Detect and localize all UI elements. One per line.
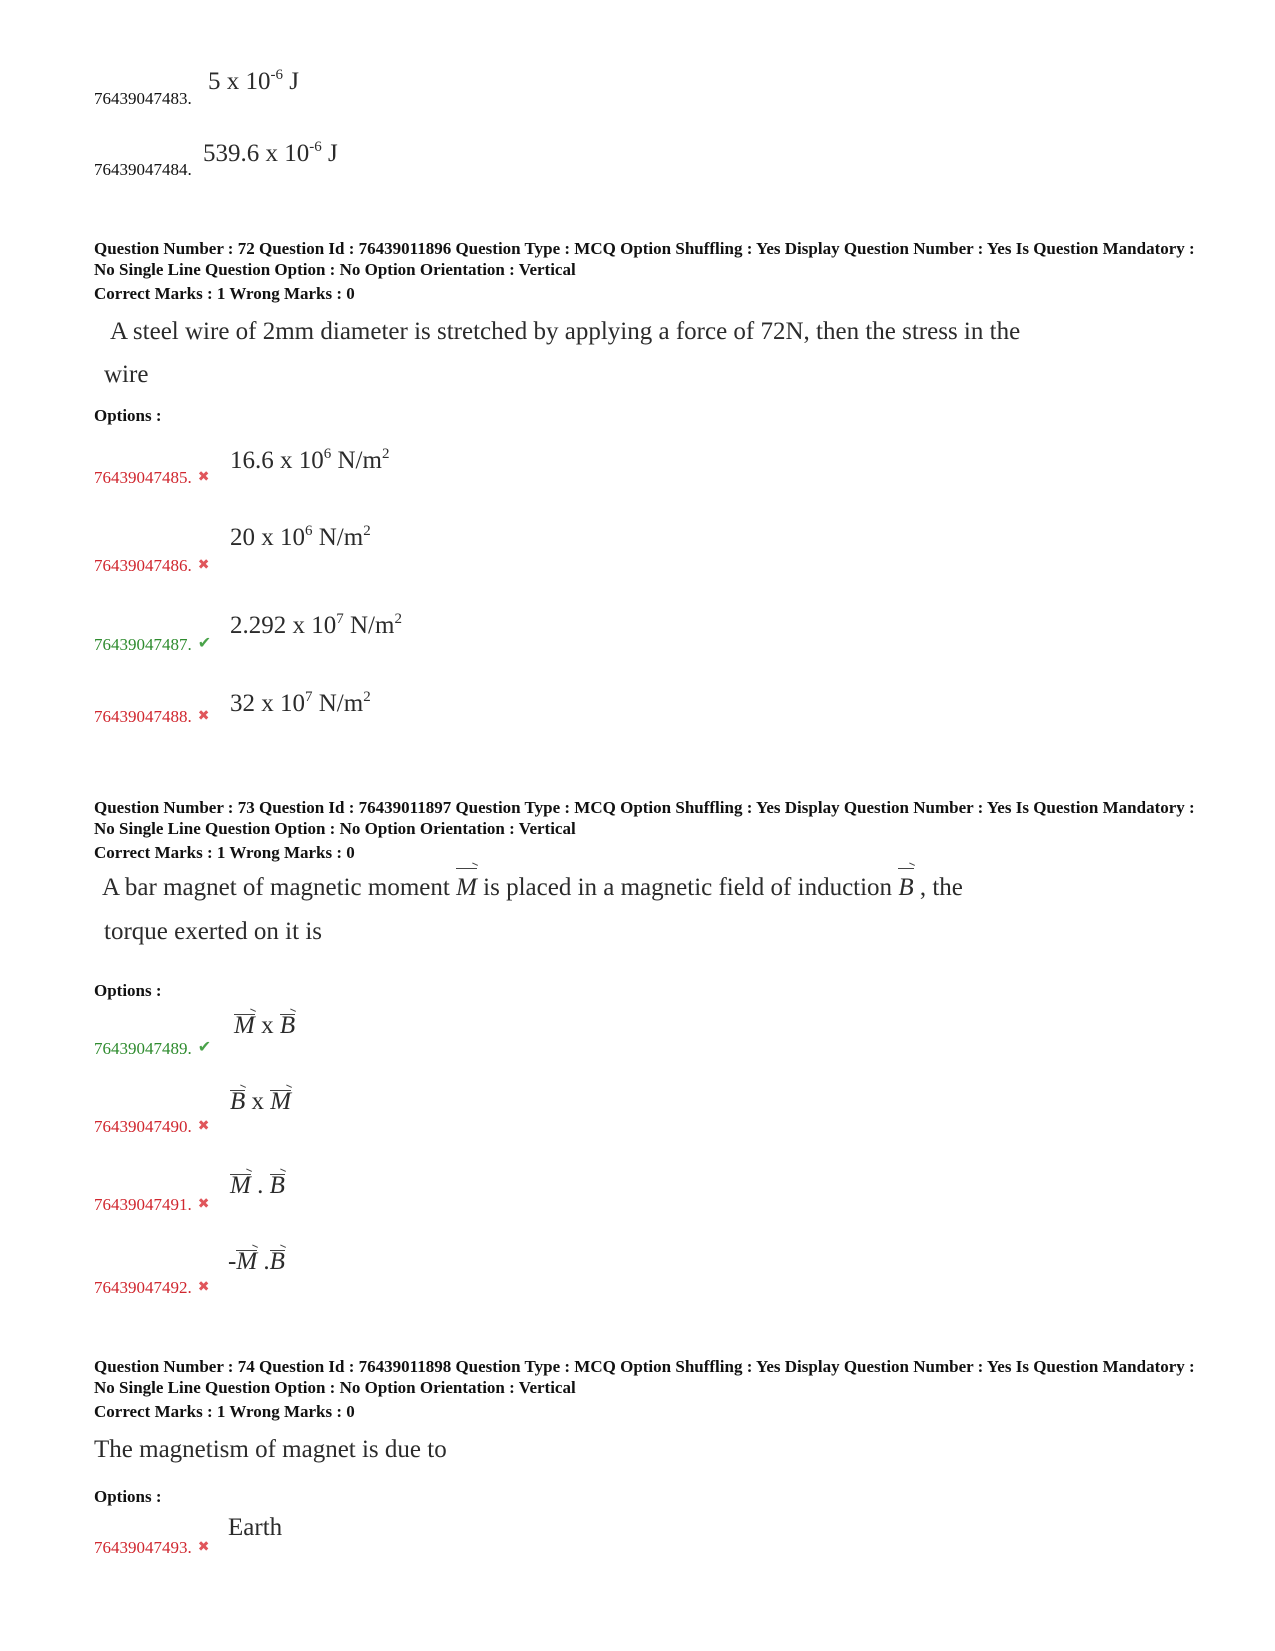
question-meta: Question Number : 73 Question Id : 76439011897 Question Type : MCQ Option Shuffling : Yes Display Question Number : Yes Is Question Mandatory : No Single Line Question Option : No Option Orientation : Vertical [94, 798, 1195, 838]
option-id-text: 76439047485. [94, 468, 192, 487]
options-label: Options : [94, 981, 162, 1000]
option-exponent: -6 [309, 139, 322, 155]
option-unit: N/m [343, 612, 395, 639]
question-text-part: A bar magnet of magnetic moment [102, 874, 457, 901]
option-text [228, 1248, 285, 1276]
option-unit: J [283, 68, 299, 95]
option-id-text: 76439047491. [94, 1195, 192, 1214]
question-text: wire [104, 361, 149, 388]
option-unit-exponent: 2 [363, 689, 371, 705]
option-unit: J [321, 140, 338, 167]
option-base: 32 x 10 [230, 690, 305, 717]
option-unit: N/m [312, 690, 364, 717]
option-unit: N/m [312, 524, 364, 551]
option-id [94, 1538, 209, 1558]
option-text [208, 68, 299, 96]
option-exponent: 7 [305, 689, 313, 705]
check-icon: ✔ [197, 1039, 212, 1056]
question-text-part: , the [913, 874, 963, 901]
vector-m: M [270, 1088, 292, 1115]
vector-b: B [269, 1248, 285, 1275]
options-label: Options : [94, 406, 162, 425]
option-id [94, 556, 209, 576]
option-id-text: 76439047486. [94, 556, 192, 575]
vector-m: M [230, 1172, 251, 1199]
option-base: 2.292 x 10 [230, 612, 337, 639]
option-text: Earth [228, 1514, 283, 1541]
option-id [94, 1117, 209, 1137]
option-id [94, 633, 211, 655]
option-id-text: 76439047490. [94, 1117, 192, 1136]
vector-b: B [898, 866, 913, 910]
option-id-text: 76439047492. [94, 1278, 192, 1297]
cross-icon: ✖ [197, 1119, 210, 1134]
option-base: 539.6 x 10 [203, 140, 310, 167]
question-text [102, 866, 963, 910]
option-unit-exponent: 2 [394, 611, 402, 627]
option-id [94, 1037, 211, 1059]
vector-m: M [234, 1012, 255, 1039]
option-operator: x [254, 1012, 280, 1039]
option-exponent: 7 [336, 611, 344, 627]
cross-icon: ✖ [197, 558, 210, 573]
option-id-text: 76439047487. [94, 635, 192, 654]
option-unit-exponent: 2 [381, 446, 390, 462]
option-text [230, 612, 402, 640]
option-text [230, 1088, 291, 1116]
vector-b: B [279, 1012, 296, 1039]
option-unit: N/m [331, 447, 382, 474]
option-text [230, 690, 371, 718]
question-marks: Correct Marks : 1 Wrong Marks : 0 [94, 284, 355, 303]
question-text: A steel wire of 2mm diameter is stretched by applying a force of 72N, then the stress in the [110, 318, 1021, 345]
options-label: Options : [94, 1487, 162, 1506]
question-text: The magnetism of magnet is due to [94, 1436, 447, 1463]
question-marks: Correct Marks : 1 Wrong Marks : 0 [94, 1402, 355, 1421]
option-unit-exponent: 2 [363, 523, 371, 539]
option-exponent: 6 [323, 446, 332, 462]
cross-icon: ✖ [197, 1280, 210, 1295]
option-id [94, 1195, 209, 1215]
option-id: 76439047483. [94, 89, 192, 108]
option-operator: x [245, 1088, 271, 1115]
vector-m: M [236, 1248, 258, 1275]
question-meta: Question Number : 74 Question Id : 76439011898 Question Type : MCQ Option Shuffling : Yes Display Question Number : Yes Is Question Mandatory : No Single Line Question Option : No Option Orientation : Vertical [94, 1357, 1195, 1397]
option-text [234, 1012, 295, 1040]
option-id [94, 468, 209, 488]
question-meta: Question Number : 72 Question Id : 76439011896 Question Type : MCQ Option Shuffling : Yes Display Question Number : Yes Is Question Mandatory : No Single Line Question Option : No Option Orientation : Vertical [94, 239, 1195, 279]
cross-icon: ✖ [197, 1197, 210, 1212]
option-text [203, 140, 338, 168]
option-prefix: - [228, 1248, 237, 1275]
option-operator: . [257, 1248, 270, 1275]
check-icon: ✔ [197, 635, 212, 652]
option-id-text: 76439047489. [94, 1039, 192, 1058]
question-text-part: is placed in a magnetic field of induction [476, 874, 899, 901]
cross-icon: ✖ [197, 1540, 210, 1555]
question-marks: Correct Marks : 1 Wrong Marks : 0 [94, 843, 355, 862]
option-base: 16.6 x 10 [230, 447, 324, 474]
option-exponent: -6 [270, 67, 283, 83]
option-exponent: 6 [305, 523, 313, 539]
option-text [230, 1172, 285, 1200]
vector-m: M [456, 866, 477, 910]
option-text [230, 524, 371, 552]
vector-b: B [269, 1172, 285, 1199]
option-id [94, 1278, 209, 1298]
option-operator: . [250, 1172, 270, 1199]
option-base: 20 x 10 [230, 524, 305, 551]
cross-icon: ✖ [197, 709, 210, 724]
option-id-text: 76439047493. [94, 1538, 192, 1557]
option-id [94, 707, 209, 727]
cross-icon: ✖ [197, 470, 210, 485]
option-text [230, 447, 389, 475]
question-text: torque exerted on it is [104, 918, 322, 945]
option-id-text: 76439047488. [94, 707, 192, 726]
vector-b: B [230, 1088, 246, 1115]
option-base: 5 x 10 [208, 68, 271, 95]
option-id: 76439047484. [94, 160, 192, 179]
